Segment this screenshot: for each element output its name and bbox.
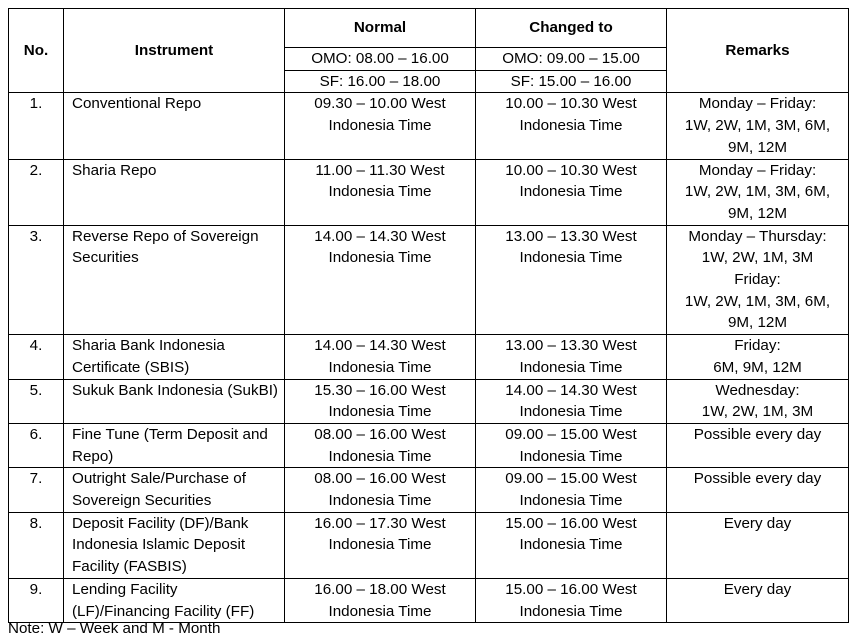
remarks-cell [667, 159, 849, 225]
changed-time-cell-line: Indonesia Time [519, 536, 623, 554]
normal-time-cell [285, 225, 476, 335]
remarks-cell-line: 1W, 2W, 1M, 3M, 6M, [684, 292, 831, 310]
remarks-cell-line: Wednesday: [715, 381, 800, 399]
instrument-cell: Deposit Facility (DF)/Bank Indonesia Islamic Deposit Facility (FASBIS) [64, 512, 285, 578]
remarks-cell-line: Monday – Thursday: [688, 227, 827, 245]
changed-time-cell-line: Indonesia Time [519, 492, 623, 510]
header-changed-omo: OMO: 09.00 – 15.00 [476, 48, 667, 71]
remarks-cell-line: 9M, 12M [727, 138, 788, 156]
changed-time-cell-line: 09.00 – 15.00 West [505, 470, 637, 488]
changed-time-cell-line: Indonesia Time [519, 249, 623, 267]
row-number: 5. [9, 379, 64, 423]
instrument-cell: Outright Sale/Purchase of Sovereign Securities [64, 468, 285, 512]
row-number: 3. [9, 225, 64, 335]
normal-time-cell-line: Indonesia Time [328, 183, 432, 201]
normal-time-cell-line: 14.00 – 14.30 West [314, 227, 446, 245]
schedule-table-container [8, 8, 848, 623]
remarks-cell [667, 578, 849, 622]
changed-time-cell-line: 14.00 – 14.30 West [505, 381, 637, 399]
normal-time-cell-line: 16.00 – 18.00 West [314, 580, 446, 598]
changed-time-cell [476, 379, 667, 423]
normal-time-cell-line: Indonesia Time [328, 249, 432, 267]
changed-time-cell [476, 93, 667, 159]
instrument-cell: Sharia Repo [64, 159, 285, 225]
remarks-cell [667, 468, 849, 512]
normal-time-cell-line: Indonesia Time [328, 492, 432, 510]
instrument-cell: Lending Facility (LF)/Financing Facility (FF) [64, 578, 285, 622]
changed-time-cell [476, 468, 667, 512]
schedule-table [8, 8, 849, 623]
normal-time-cell-line: Indonesia Time [328, 447, 432, 465]
header-changed-to: Changed to [476, 9, 667, 48]
table-body [9, 93, 849, 623]
normal-time-cell [285, 93, 476, 159]
table-row [9, 335, 849, 379]
remarks-cell-line: Monday – Friday: [698, 95, 817, 113]
remarks-cell [667, 225, 849, 335]
changed-time-cell-line: Indonesia Time [519, 358, 623, 376]
table-row [9, 159, 849, 225]
row-number: 2. [9, 159, 64, 225]
remarks-cell-line: 1W, 2W, 1M, 3M [701, 403, 814, 421]
remarks-cell-line: 1W, 2W, 1M, 3M, 6M, [684, 117, 831, 135]
changed-time-cell [476, 225, 667, 335]
header-row [9, 9, 849, 48]
header-normal-omo: OMO: 08.00 – 16.00 [285, 48, 476, 71]
normal-time-cell-line: Indonesia Time [328, 403, 432, 421]
remarks-cell-line: Friday: [734, 337, 781, 355]
row-number: 8. [9, 512, 64, 578]
changed-time-cell-line: Indonesia Time [519, 447, 623, 465]
normal-time-cell [285, 335, 476, 379]
changed-time-cell-line: 15.00 – 16.00 West [505, 580, 637, 598]
table-row [9, 379, 849, 423]
remarks-cell-line: 9M, 12M [727, 314, 788, 332]
instrument-cell: Conventional Repo [64, 93, 285, 159]
normal-time-cell-line: Indonesia Time [328, 117, 432, 135]
row-number: 1. [9, 93, 64, 159]
row-number: 4. [9, 335, 64, 379]
normal-time-cell-line: Indonesia Time [328, 536, 432, 554]
normal-time-cell [285, 512, 476, 578]
normal-time-cell [285, 578, 476, 622]
remarks-cell-line: Possible every day [693, 425, 822, 443]
normal-time-cell [285, 379, 476, 423]
remarks-cell-line: 9M, 12M [727, 204, 788, 222]
row-number: 7. [9, 468, 64, 512]
normal-time-cell [285, 468, 476, 512]
changed-time-cell [476, 512, 667, 578]
instrument-cell: Sharia Bank Indonesia Certificate (SBIS) [64, 335, 285, 379]
normal-time-cell-line: Indonesia Time [328, 358, 432, 376]
table-row [9, 512, 849, 578]
table-row [9, 423, 849, 467]
changed-time-cell-line: 13.00 – 13.30 West [505, 227, 637, 245]
footnote: Note: W – Week and M - Month [8, 620, 221, 637]
changed-time-cell-line: Indonesia Time [519, 183, 623, 201]
header-remarks: Remarks [667, 9, 849, 93]
table-row [9, 93, 849, 159]
normal-time-cell-line: 16.00 – 17.30 West [314, 514, 446, 532]
remarks-cell [667, 423, 849, 467]
row-number: 6. [9, 423, 64, 467]
changed-time-cell-line: 13.00 – 13.30 West [505, 337, 637, 355]
changed-time-cell-line: 15.00 – 16.00 West [505, 514, 637, 532]
changed-time-cell-line: 09.00 – 15.00 West [505, 425, 637, 443]
normal-time-cell [285, 159, 476, 225]
normal-time-cell [285, 423, 476, 467]
table-row [9, 578, 849, 622]
remarks-cell [667, 335, 849, 379]
changed-time-cell-line: Indonesia Time [519, 117, 623, 135]
changed-time-cell [476, 578, 667, 622]
remarks-cell-line: Every day [723, 580, 792, 598]
remarks-cell-line: 1W, 2W, 1M, 3M, 6M, [684, 183, 831, 201]
changed-time-cell-line: Indonesia Time [519, 403, 623, 421]
header-no: No. [9, 9, 64, 93]
changed-time-cell [476, 423, 667, 467]
normal-time-cell-line: 14.00 – 14.30 West [314, 337, 446, 355]
normal-time-cell-line: 15.30 – 16.00 West [314, 381, 446, 399]
remarks-cell-line: Every day [723, 514, 792, 532]
changed-time-cell [476, 159, 667, 225]
header-instrument: Instrument [64, 9, 285, 93]
remarks-cell-line: Monday – Friday: [698, 161, 817, 179]
changed-time-cell-line: 10.00 – 10.30 West [505, 161, 637, 179]
remarks-cell-line: Friday: [734, 271, 781, 289]
remarks-cell-line: Possible every day [693, 470, 822, 488]
normal-time-cell-line: 09.30 – 10.00 West [314, 95, 446, 113]
remarks-cell-line: 6M, 9M, 12M [713, 358, 802, 376]
header-normal: Normal [285, 9, 476, 48]
table-row [9, 225, 849, 335]
header-changed-sf: SF: 15.00 – 16.00 [476, 70, 667, 93]
remarks-cell [667, 379, 849, 423]
instrument-cell: Fine Tune (Term Deposit and Repo) [64, 423, 285, 467]
changed-time-cell-line: Indonesia Time [519, 602, 623, 620]
normal-time-cell-line: Indonesia Time [328, 602, 432, 620]
changed-time-cell [476, 335, 667, 379]
remarks-cell [667, 93, 849, 159]
normal-time-cell-line: 11.00 – 11.30 West [315, 161, 445, 179]
normal-time-cell-line: 08.00 – 16.00 West [314, 470, 446, 488]
remarks-cell-line: 1W, 2W, 1M, 3M [701, 249, 814, 267]
row-number: 9. [9, 578, 64, 622]
instrument-cell: Reverse Repo of Sovereign Securities [64, 225, 285, 335]
normal-time-cell-line: 08.00 – 16.00 West [314, 425, 446, 443]
header-normal-sf: SF: 16.00 – 18.00 [285, 70, 476, 93]
instrument-cell: Sukuk Bank Indonesia (SukBI) [64, 379, 285, 423]
remarks-cell [667, 512, 849, 578]
table-row [9, 468, 849, 512]
changed-time-cell-line: 10.00 – 10.30 West [505, 95, 637, 113]
